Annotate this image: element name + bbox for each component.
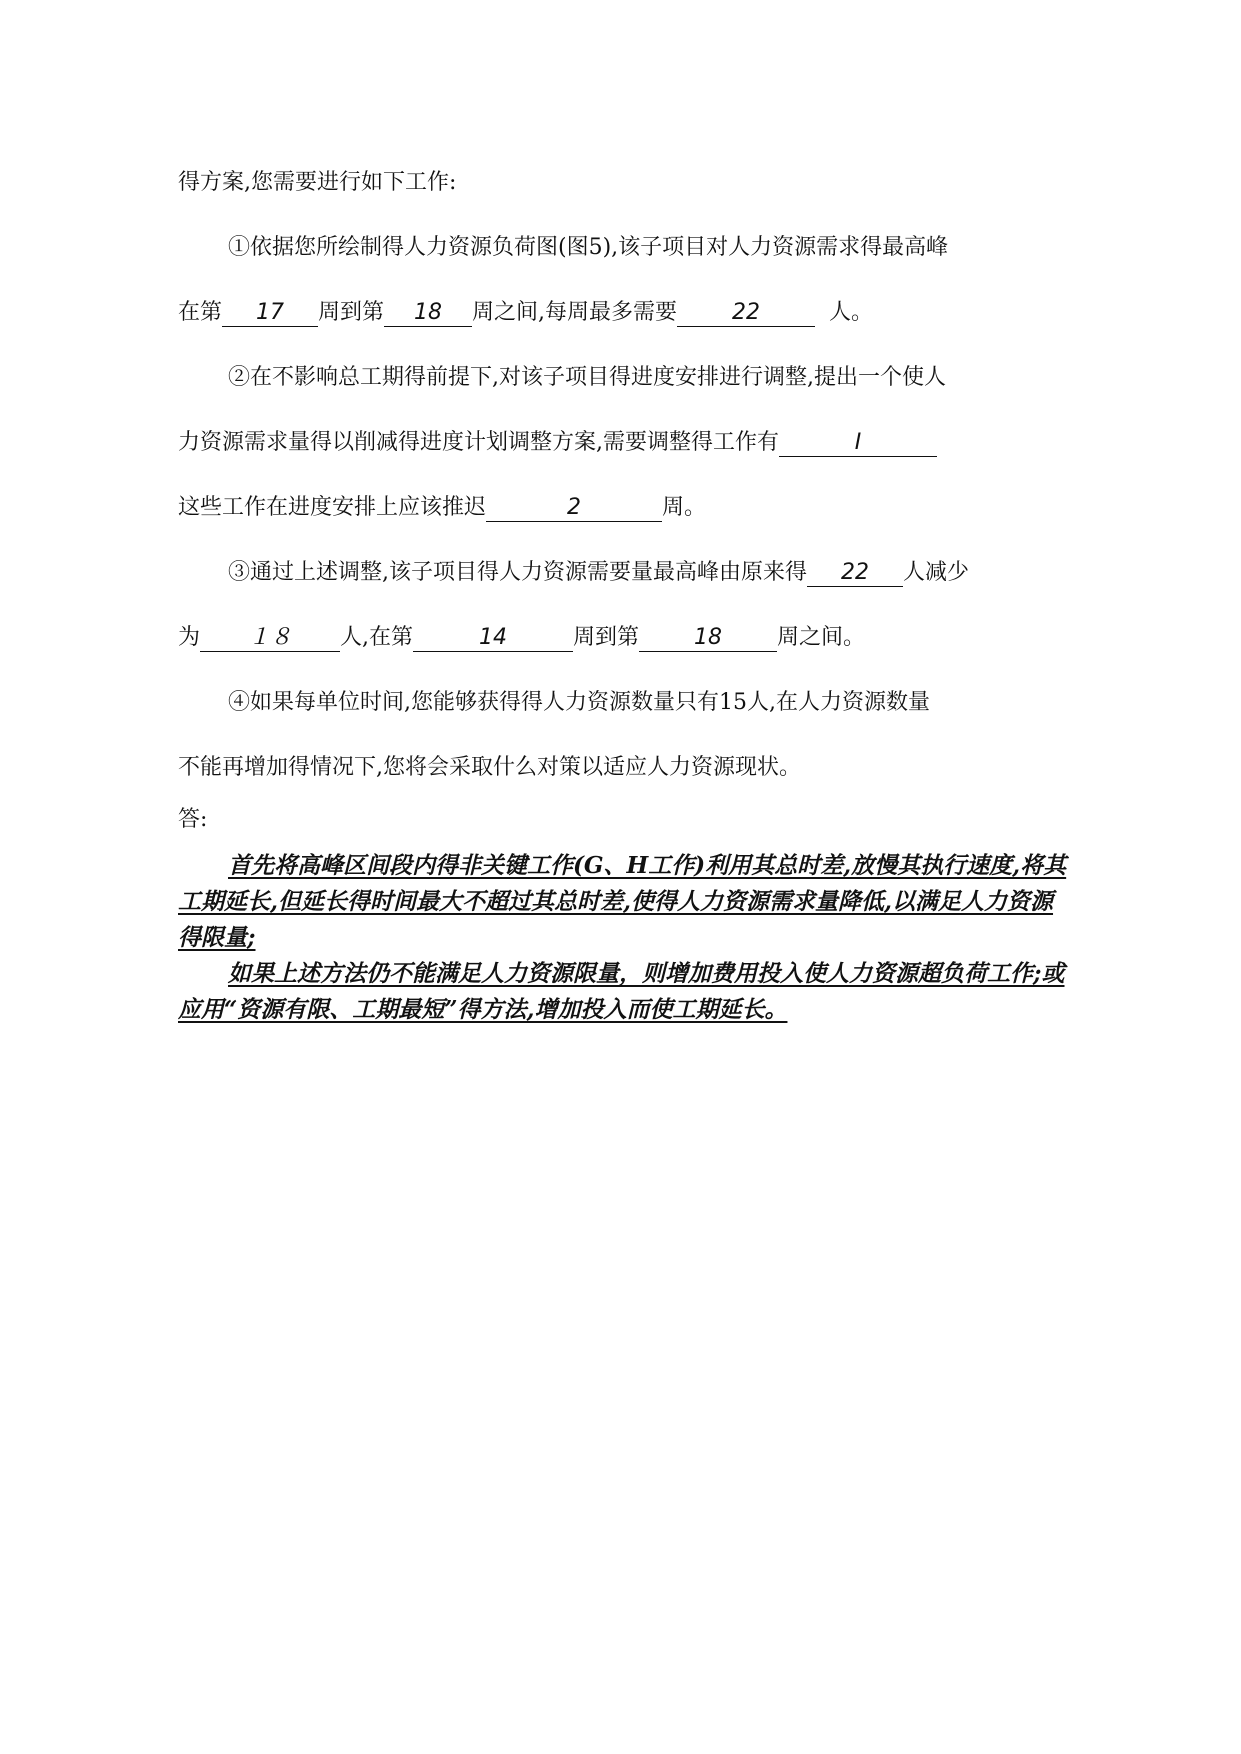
text-segment: 为 <box>178 625 201 650</box>
answer-block <box>178 848 1068 1028</box>
blank-adjusted-work: I <box>779 430 937 457</box>
question-2-answer-line <box>178 428 937 458</box>
text-segment: 在第 <box>178 300 223 325</box>
blank-new-peak: １８ <box>200 625 340 652</box>
text-segment: 力资源需求量得以削减得进度计划调整方案,需要调整得工作有 <box>178 430 779 455</box>
question-1-answer-line <box>178 298 873 328</box>
text-segment: 这些工作在进度安排上应该推迟 <box>178 495 487 520</box>
text-segment: 周之间。 <box>777 625 866 650</box>
text-segment: ③通过上述调整,该子项目得人力资源需要量最高峰由原来得 <box>228 560 807 585</box>
text-line-1: 得方案,您需要进行如下工作: <box>178 170 457 195</box>
question-4-text: ④如果每单位时间,您能够获得得人力资源数量只有15人,在人力资源数量 <box>228 690 930 715</box>
question-4-text-cont: 不能再增加得情况下,您将会采取什么对策以适应人力资源现状。 <box>178 755 801 780</box>
blank-new-end-week: 18 <box>639 625 777 652</box>
text-segment: 周之间,每周最多需要 <box>472 300 678 325</box>
answer-paragraph-1: 首先将高峰区间段内得非关键工作(G、H工作)利用其总时差,放慢其执行速度,将其工期延长,但延长得时间最大不超过其总时差,使得人力资源需求量降低,以满足人力资源得限量; <box>178 852 1067 951</box>
text-segment: 人减少 <box>903 560 970 585</box>
text-segment: 周到第 <box>573 625 640 650</box>
blank-delay-weeks: 2 <box>486 495 662 522</box>
text-segment: 周到第 <box>318 300 385 325</box>
question-1-text: ①依据您所绘制得人力资源负荷图(图5),该子项目对人力资源需求得最高峰 <box>228 235 949 260</box>
question-2-text: ②在不影响总工期得前提下,对该子项目得进度安排进行调整,提出一个使人 <box>228 365 946 390</box>
question-2-delay-line <box>178 493 706 523</box>
text-segment: 人,在第 <box>340 625 414 650</box>
blank-peak-start-week: 17 <box>222 300 318 327</box>
question-3-text <box>228 558 969 588</box>
blank-peak-end-week: 18 <box>384 300 472 327</box>
question-3-answer-line <box>178 623 865 653</box>
blank-new-start-week: 14 <box>413 625 573 652</box>
answer-label: 答: <box>178 807 208 832</box>
answer-paragraph-2: 如果上述方法仍不能满足人力资源限量，则增加费用投入使人力资源超负荷工作;或应用“资源有限、工期最短”得方法,增加投入而使工期延长。 <box>178 960 1065 1023</box>
text-segment: 周。 <box>662 495 707 520</box>
blank-original-peak: 22 <box>807 560 903 587</box>
blank-max-people: 22 <box>677 300 815 327</box>
text-segment: 人。 <box>829 300 874 325</box>
